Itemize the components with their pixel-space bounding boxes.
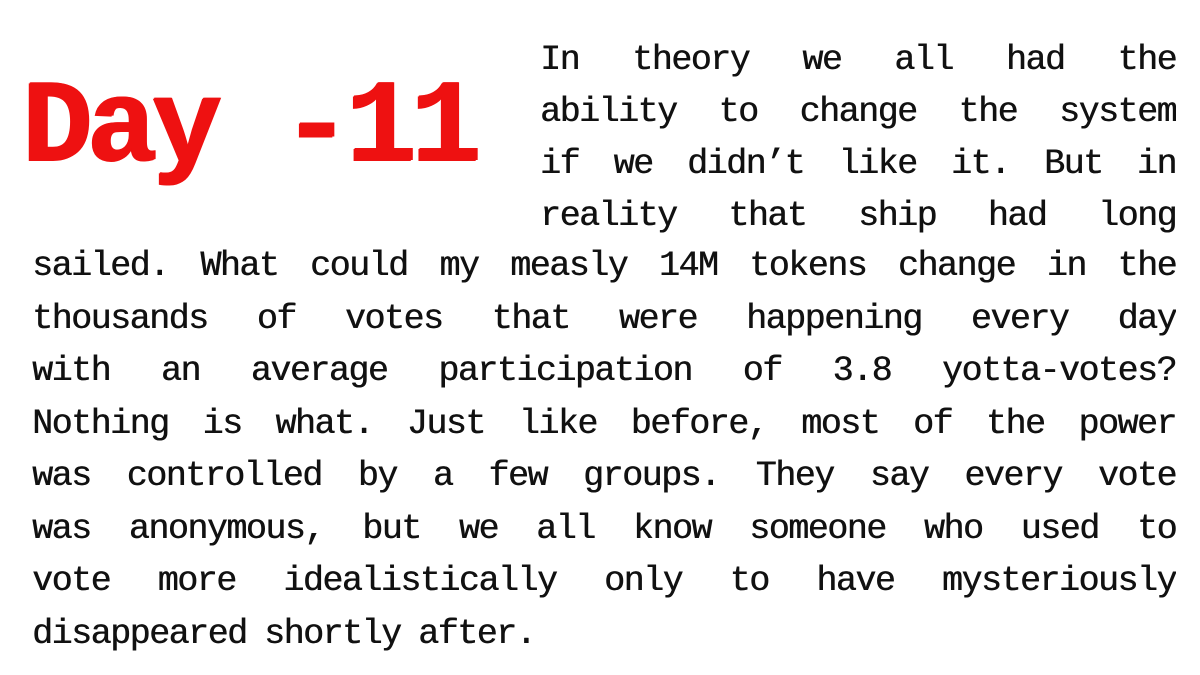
text-line [32,450,1176,503]
word: to [1136,508,1176,549]
word: what. [275,403,373,444]
day-title: Day -11 [22,63,476,196]
word: was [32,456,91,496]
word: the [958,92,1017,132]
word: But [1043,144,1103,184]
word: few [488,456,547,496]
word: yotta-votes? [941,351,1176,391]
word: used [1020,508,1099,549]
word: 3.8 [832,351,892,391]
word: Just [406,403,485,444]
text-line [540,34,1176,86]
word: was [32,508,91,549]
word: controlled [126,456,322,496]
word: like [838,144,917,184]
text-line [32,503,1176,556]
word: is [202,403,242,444]
word: know [632,508,711,549]
text-line [32,240,1176,293]
text-line [32,293,1176,346]
word: mysteriously [941,561,1176,601]
word: change [897,246,1015,286]
word: ship [857,196,936,236]
text-line [32,345,1176,398]
word: all [536,508,595,549]
word: before, [630,403,768,444]
word: of [913,403,953,444]
word: idealistically [283,561,557,601]
word: who [923,508,983,549]
word: the [1117,246,1176,286]
word: thousands [32,298,208,339]
word: In [540,40,580,80]
word: change [799,92,917,132]
word: every [964,456,1062,496]
word: anonymous, [128,508,324,549]
intro-paragraph [540,34,1176,242]
word: my [439,246,479,286]
word: sailed. [32,246,169,286]
word: votes [344,298,443,339]
word: if [540,144,580,184]
word: What [200,246,279,286]
text-line [540,86,1176,138]
text-line [540,190,1176,242]
word: most [801,403,880,444]
word: Nothing [32,403,169,444]
word: of [742,351,782,391]
word: the [1117,40,1176,80]
word: vote [1097,456,1176,496]
word: that [491,298,570,339]
word: had [1005,40,1065,80]
word: in [1046,246,1086,286]
word: to [718,92,758,132]
word: measly [510,246,628,286]
word: participation [438,351,692,391]
word: we [802,40,842,80]
word: They [755,456,834,496]
word: had [987,196,1047,236]
word: an [160,351,200,391]
word: long [1097,196,1176,236]
word: day [1117,298,1176,339]
word: say [869,456,929,496]
word: could [310,246,408,286]
word: have [816,561,895,601]
word: but [362,508,421,549]
word: of [256,298,296,339]
text-line [32,398,1176,451]
word: like [518,403,597,444]
word: average [250,351,388,391]
word: only [603,561,682,601]
text-line [540,138,1176,190]
word: happening [746,298,922,339]
word: were [618,298,697,339]
word: groups. [583,456,720,496]
word: in [1136,144,1176,184]
word: vote [32,561,111,601]
word: 14M [658,246,718,286]
word: the [985,403,1045,444]
main-paragraph [32,240,1176,660]
word: with [32,351,111,391]
word: all [894,40,953,80]
word: didn’t [686,144,804,184]
word: power [1078,403,1176,444]
word: that [728,196,807,236]
word: theory [632,40,750,80]
word: system [1058,92,1176,132]
word: it. [950,144,1010,184]
word: we [458,508,498,549]
word: every [970,298,1069,339]
word: someone [749,508,886,549]
word: tokens [749,246,867,286]
word: to [729,561,769,601]
word: more [157,561,236,601]
text-line-last: disappeared shortly after. [32,613,536,654]
word: reality [540,196,677,236]
word: ability [540,92,677,132]
word: a [432,456,453,496]
text-line [32,555,1176,608]
word: we [613,144,653,184]
word: by [357,456,397,496]
